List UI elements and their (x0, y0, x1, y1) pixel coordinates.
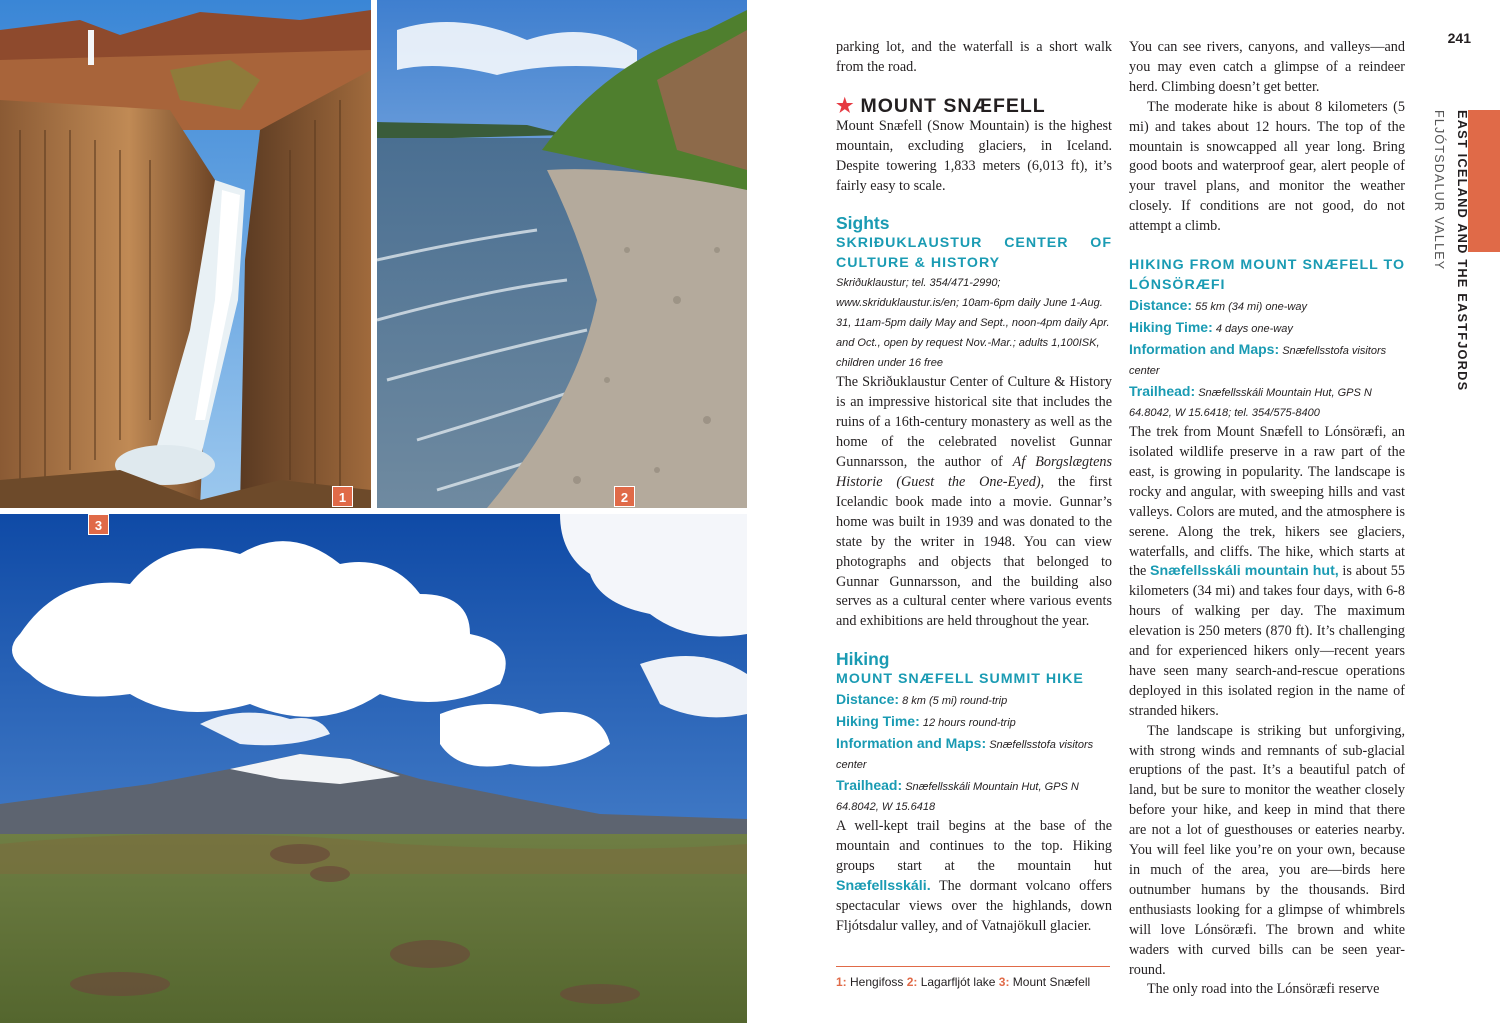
info-label: Hiking Time: (836, 713, 920, 730)
info-label: Hiking Time: (1129, 319, 1213, 336)
photo-waterfall (0, 0, 371, 508)
heading-hiking: Hiking (836, 649, 890, 670)
text-span: The Skriðuklaustur Center of Culture & History is an impressive historical site that includes the ruins of a 16th-century monastery as well as the home of the celebrated novelist Gunnar Gunnarsson, the author of (836, 374, 1112, 471)
text-column-right (1129, 38, 1405, 1000)
info-label: Distance: (836, 691, 900, 708)
photo-lake-shore (377, 0, 747, 508)
text-span: is about 55 kilometers (34 mi) and takes four days, with 6-8 hours of walking per day. The maximum elevation is 250 meters (870 ft). It’s challenging and for experienced hikers only—recent years have seen many search-and-rescue operations deployed in this isolated region in the name of stranded hikers. (1129, 563, 1405, 719)
paragraph-snaefell-intro: Mount Snæfell (Snow Mountain) is the highest mountain, excluding glaciers, in Iceland. Despite towering 1,833 meters (6,013 ft), it’s fairly easy to scale. (836, 117, 1112, 194)
info-distance (836, 689, 1112, 711)
photo-mountain (0, 514, 747, 1023)
text-span: A well-kept trail begins at the base of the mountain and continues to the top. Hiking groups start at the mountain hut (836, 818, 1112, 875)
paragraph: The landscape is striking but unforgiving, with strong winds and remnants of sub-glacial eruptions of the past. It’s a beautiful patch of land, but be sure to monitor the weather closely before your hike, and keep in mind that there are not a lot of guesthouses or eateries nearby. You will feel like you’re on your own, because in much of the area, you are—birds here outnumber humans by the thousands. Bird enthusiasts looking for a glimpse of whimbrels will love Lónsöræfi. The brown and white waders with curved bills can be seen year-round. (1129, 722, 1405, 978)
text-span: The dormant volcano offers spectacular views over the highlands, down Fljótsdalur valley, and of Vatnajökull glacier. (836, 877, 1112, 934)
paragraph-lonsoraefi (1129, 423, 1405, 722)
text-span: The trek from Mount Snæfell to Lónsöræfi, an isolated wildlife preserve in a raw part of the east, is growing in popularity. The landscape is rocky and angular, with sweeping hills and vast valleys. Colors are muted, and the atmosphere is serene. Along the trek, hikers see glaciers, waterfalls, and cliffs. The hike, which starts at the (1129, 424, 1405, 580)
hut-name: Snæfellsskáli. (836, 877, 931, 894)
hut-name: Snæfellsskáli mountain hut, (1150, 563, 1339, 580)
info-maps (1129, 339, 1405, 381)
running-head-chapter (1450, 110, 1474, 400)
info-value: 12 hours round-trip (922, 717, 1016, 730)
section-name: FLJÓTSDALUR VALLEY (1432, 110, 1446, 271)
info-value: 55 km (34 mi) one-way (1195, 301, 1307, 314)
running-head-section (1430, 110, 1450, 270)
caption-text: Mount Snæfell (1009, 975, 1091, 989)
subheading-summit-hike: MOUNT SNÆFELL SUMMIT HIKE (836, 671, 1084, 688)
info-value: Snæfellsstofa visitors center (1129, 345, 1387, 378)
section-title (836, 95, 1112, 117)
caption-num: 3: (998, 975, 1010, 989)
info-value: Snæfellsstofa visitors center (836, 739, 1094, 772)
subheading-skriduklaustur: SKRIÐUKLAUSTUR CENTER OF CULTURE & HISTORY (836, 235, 1112, 272)
paragraph-skriduklaustur (836, 373, 1112, 632)
paragraph: The only road into the Lónsöræfi reserve (1147, 981, 1380, 998)
paragraph-intro: parking lot, and the waterfall is a short walk from the road. (836, 39, 1112, 75)
book-title: Af Borgslægtens Historie (Guest the One-Eyed), (836, 454, 1112, 490)
info-value: 4 days one-way (1215, 323, 1293, 336)
info-hiking-time (836, 711, 1112, 733)
info-distance (1129, 295, 1405, 317)
paragraph: You can see rivers, canyons, and valleys—and you may even catch a glimpse of a reindeer herd. Climbing doesn’t get better. (1129, 39, 1405, 95)
photo-badge-1: 1 (332, 486, 353, 507)
section-title-text: MOUNT SNÆFELL (860, 94, 1046, 117)
photo-badge-3: 3 (88, 514, 109, 535)
info-label: Distance: (1129, 297, 1193, 314)
info-trailhead (836, 775, 1112, 817)
caption-text: Lagarfljót lake (917, 975, 999, 989)
star-icon: ★ (836, 94, 855, 117)
paragraph-summit-hike (836, 817, 1112, 936)
info-label: Trailhead: (836, 777, 903, 794)
caption-rule (836, 966, 1110, 967)
caption-text: Hengifoss (846, 975, 907, 989)
subheading-lonsoraefi: HIKING FROM MOUNT SNÆFELL TO LÓNSÖRÆFI (1129, 257, 1405, 294)
chapter-title: EAST ICELAND AND THE EASTFJORDS (1455, 110, 1470, 392)
info-value: Snæfellsskáli Mountain Hut, GPS N 64.8042, W 15.6418; tel. 354/575-8400 (1129, 387, 1372, 420)
caption-num: 1: (836, 975, 847, 989)
info-label: Information and Maps: (1129, 341, 1280, 358)
info-value: Snæfellsskáli Mountain Hut, GPS N 64.8042, W 15.6418 (836, 781, 1079, 814)
page-number: 241 (1447, 30, 1471, 46)
info-maps (836, 733, 1112, 775)
info-hiking-time (1129, 317, 1405, 339)
heading-sights: Sights (836, 213, 890, 234)
info-trailhead (1129, 381, 1405, 423)
info-value: 8 km (5 mi) round-trip (902, 695, 1008, 708)
paragraph: The moderate hike is about 8 kilometers (5 mi) and takes about 12 hours. The top of the mountain is snowcapped all year long. Bring good boots and waterproof gear, alert people of your travel plans, and monitor the weather closely. If conditions are not good, do not attempt a climb. (1129, 98, 1405, 235)
photo-caption (836, 975, 1090, 989)
text-span: the first Icelandic book made into a movie. Gunnar’s home was built in 1939 and was donated to the state by the writer in 1948. You can view photographs and objects that belonged to Gunnar Gunnarsson, and the building also serves as a cultural center where various events and exhibitions are held throughout the year. (836, 473, 1113, 630)
text-column-left (836, 38, 1112, 937)
info-label: Trailhead: (1129, 383, 1196, 400)
caption-num: 2: (906, 975, 918, 989)
photo-badge-2: 2 (614, 486, 635, 507)
info-skriduklaustur: Skriðuklaustur; tel. 354/471-2990; www.skriduklaustur.is/en; 10am-6pm daily June 1-Aug. 31, 11am-5pm daily May and Sept., noon-4pm daily Apr. and Oct., open by request Nov.-Mar.; adults 1,100ISK, children under 16 free (836, 277, 1110, 370)
info-label: Information and Maps: (836, 735, 987, 752)
